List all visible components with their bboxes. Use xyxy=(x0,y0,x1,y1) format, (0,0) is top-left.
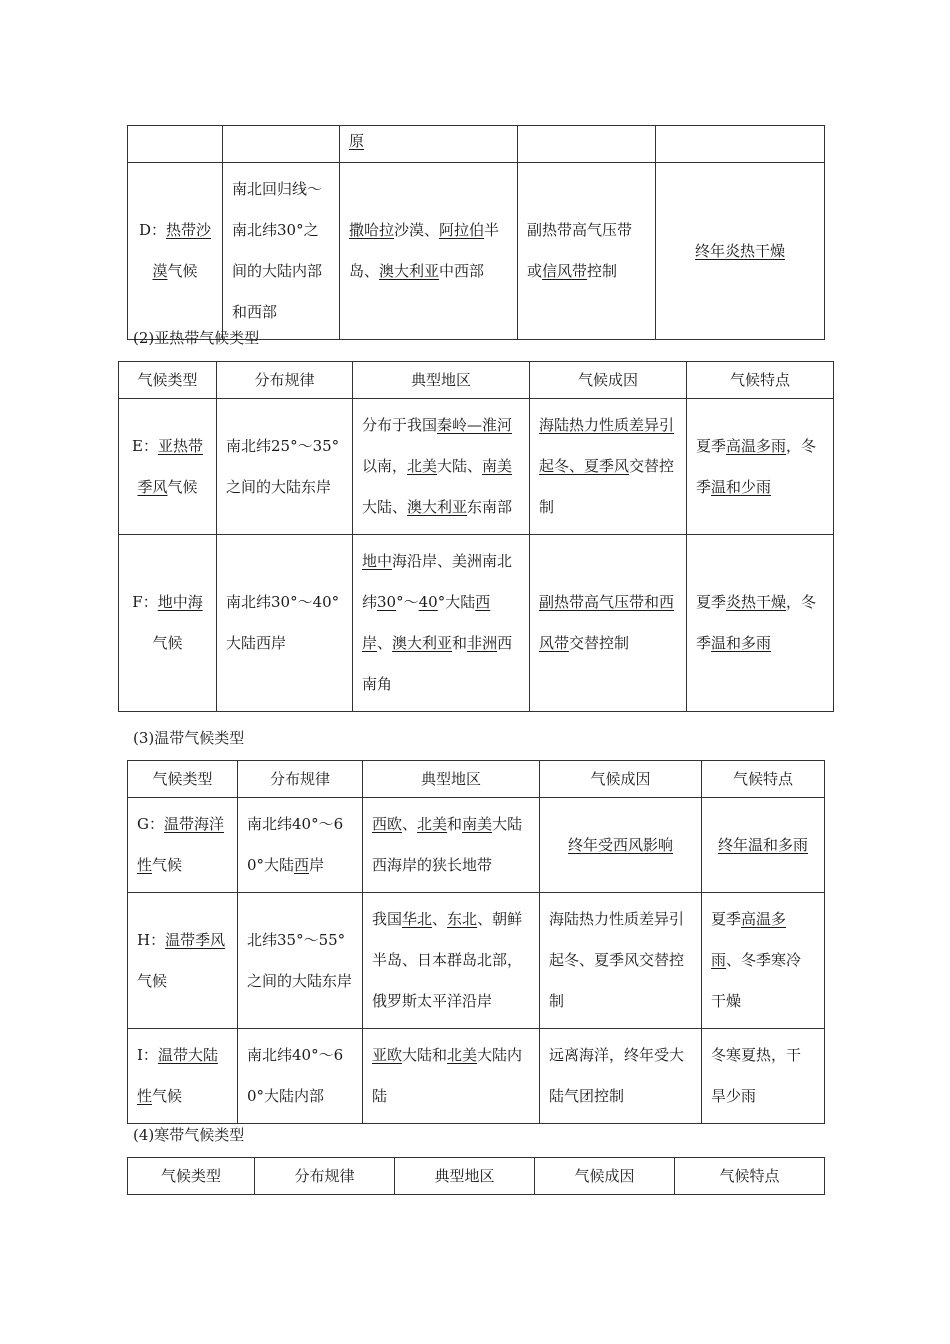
cause-cell xyxy=(540,1029,702,1124)
cell-text: 交替控制 xyxy=(539,457,675,516)
distribution-cell xyxy=(238,1029,363,1124)
header-climate-type: 气候类型 xyxy=(128,761,238,798)
cell-text: G： xyxy=(137,815,164,833)
cell-text: 夏季 xyxy=(696,593,727,611)
cause-cell xyxy=(540,893,702,1029)
cell-text: °大陆 xyxy=(437,593,476,611)
underlined-answer: 海陆热力性质差异引起冬、夏季风 xyxy=(539,416,675,475)
header-feature: 气候特点 xyxy=(687,362,834,399)
cell-text: 大陆内陆 xyxy=(372,1046,523,1105)
table-row xyxy=(128,163,825,340)
climate-type-cell xyxy=(128,893,238,1029)
underlined-answer: 南美 xyxy=(482,457,513,475)
underlined-answer: 西岸 xyxy=(362,593,491,652)
cell-text: 、 xyxy=(432,910,448,928)
cell-text: 气候 xyxy=(152,1087,183,1105)
table-cell xyxy=(656,126,825,163)
cell-text: 气候 xyxy=(167,477,198,496)
cell-text: 北纬35°～55°之间的大陆东岸 xyxy=(247,930,353,990)
underlined-answer: 温带大陆性 xyxy=(137,1046,218,1105)
header-regions: 典型地区 xyxy=(363,761,540,798)
cell-text: 大陆和 xyxy=(402,1046,448,1064)
cell-text: 我国 xyxy=(372,910,403,928)
underlined-answer: 亚欧 xyxy=(372,1046,403,1064)
region-cell xyxy=(353,399,530,535)
table-row xyxy=(119,535,834,712)
climate-type-cell xyxy=(119,399,217,535)
cell-text: 大陆西海岸的狭长地带 xyxy=(372,815,523,874)
underlined-answer: 秦岭—淮河 xyxy=(437,416,513,434)
header-feature: 气候特点 xyxy=(675,1158,825,1195)
underlined-answer: 40 xyxy=(418,593,438,611)
underlined-answer: 非洲 xyxy=(467,634,498,652)
cell-text: 大陆、 xyxy=(362,498,408,516)
region-cell xyxy=(363,1029,540,1124)
cell-text: 和 xyxy=(447,815,463,833)
climate-type-cell xyxy=(128,798,238,893)
cell-text: 南北纬40°～60°大陆内部 xyxy=(247,1046,344,1105)
cell-text: 南北纬25°～35°之间的大陆东岸 xyxy=(226,436,340,496)
header-cause: 气候成因 xyxy=(540,761,702,798)
table-row xyxy=(128,798,825,893)
cell-text: 副热带高气压带或 xyxy=(527,221,633,280)
cell-text: 以南， xyxy=(362,457,408,475)
cause-cell xyxy=(518,163,656,340)
header-cause: 气候成因 xyxy=(530,362,687,399)
underlined-answer: 温带季风 xyxy=(165,930,226,949)
table-row xyxy=(119,399,834,535)
cause-cell xyxy=(530,399,687,535)
underlined-answer: 撒哈拉 xyxy=(349,221,395,239)
table-cell xyxy=(223,126,340,163)
temperate-climate-table xyxy=(127,760,825,1124)
header-distribution: 分布规律 xyxy=(255,1158,395,1195)
cell-text: 岸 xyxy=(309,856,325,874)
underlined-answer: 北美 xyxy=(407,457,438,475)
header-climate-type: 气候类型 xyxy=(119,362,217,399)
table-header-row xyxy=(128,761,825,798)
underlined-answer: 地中海 xyxy=(157,593,203,611)
underlined-answer: 地中 xyxy=(362,552,393,570)
cell-text: 、冬季寒冷干燥 xyxy=(711,951,802,1010)
underlined-answer: 澳大利亚 xyxy=(392,634,453,652)
underlined-answer: 澳大利亚 xyxy=(407,498,468,516)
cell-text: H： xyxy=(137,930,166,949)
table-cell xyxy=(340,126,518,163)
cell-text: 气候 xyxy=(137,971,168,990)
table-row xyxy=(128,893,825,1029)
cell-text: I： xyxy=(137,1046,158,1064)
cell-text: 气候 xyxy=(152,856,183,874)
cell-text: °～ xyxy=(396,593,419,611)
header-regions: 典型地区 xyxy=(395,1158,535,1195)
distribution-cell xyxy=(238,893,363,1029)
feature-cell xyxy=(656,163,825,340)
table-header-row xyxy=(119,362,834,399)
region-cell xyxy=(340,163,518,340)
cell-text: 中西部 xyxy=(439,262,485,280)
cell-text: 沙漠、 xyxy=(394,221,440,239)
cell-text: 、 xyxy=(377,634,393,652)
region-cell xyxy=(363,893,540,1029)
table-cell xyxy=(518,126,656,163)
region-cell xyxy=(353,535,530,712)
table-header-row xyxy=(128,1158,825,1195)
underlined-answer: 西 xyxy=(294,856,310,874)
cell-text: 和 xyxy=(452,634,468,652)
feature-cell xyxy=(687,399,834,535)
underlined-answer: 终年受西风影响 xyxy=(567,835,673,854)
section-caption-temperate: (3)温带气候类型 xyxy=(133,729,245,747)
underlined-answer: 30 xyxy=(377,593,397,611)
cause-cell xyxy=(540,798,702,893)
underlined-answer: 南美 xyxy=(462,815,493,833)
header-regions: 典型地区 xyxy=(353,362,530,399)
underlined-answer: 副热带高气压带和西风带 xyxy=(539,593,675,652)
feature-cell xyxy=(702,798,825,893)
cell-text: 南北纬40°～60°大陆 xyxy=(247,815,344,874)
cell-text: 西南角 xyxy=(362,634,513,693)
underlined-answer: 温和少雨 xyxy=(711,477,772,496)
cell-text: 南北回归线～南北纬30°之间的大陆内部和西部 xyxy=(232,180,323,321)
feature-cell xyxy=(702,893,825,1029)
table-cell xyxy=(128,126,223,163)
cell-text: 气候 xyxy=(152,634,183,652)
cell-text: 远离海洋，终年受大陆气团控制 xyxy=(549,1046,685,1105)
cell-text: 东南部 xyxy=(467,498,513,516)
table-row xyxy=(128,1029,825,1124)
underlined-answer: 高温多雨 xyxy=(711,910,787,969)
header-feature: 气候特点 xyxy=(702,761,825,798)
cold-climate-table xyxy=(127,1157,825,1195)
cell-text: F： xyxy=(132,593,158,611)
cell-text: ，冬季 xyxy=(696,436,817,496)
underlined-answer: 阿拉伯 xyxy=(439,221,485,239)
underlined-answer: 热带沙漠 xyxy=(152,221,212,280)
cell-text: ，冬季 xyxy=(696,593,817,652)
underlined-answer: 信风带 xyxy=(542,262,588,280)
cell-text: 大陆、 xyxy=(437,457,483,475)
cell-text: 气候 xyxy=(167,262,198,280)
header-cause: 气候成因 xyxy=(535,1158,675,1195)
header-climate-type: 气候类型 xyxy=(128,1158,255,1195)
cell-text: 交替控制 xyxy=(569,634,630,652)
climate-type-cell xyxy=(128,163,223,340)
underlined-answer: 华北 xyxy=(402,910,433,928)
feature-cell xyxy=(687,535,834,712)
distribution-cell xyxy=(217,535,353,712)
region-cell xyxy=(363,798,540,893)
header-distribution: 分布规律 xyxy=(217,362,353,399)
underlined-answer: 北美 xyxy=(447,1046,478,1064)
underlined-answer: 高温多雨 xyxy=(726,436,787,455)
section-caption-subtropical: (2)亚热带气候类型 xyxy=(133,329,260,347)
subtropical-climate-table xyxy=(118,361,834,712)
table-row xyxy=(128,126,825,163)
cell-text: D： xyxy=(138,221,166,239)
underlined-answer: 温和多雨 xyxy=(711,634,772,652)
distribution-cell xyxy=(223,163,340,340)
underlined-answer: 亚热带季风 xyxy=(137,436,203,496)
climate-type-cell xyxy=(119,535,217,712)
section-caption-cold: (4)寒带气候类型 xyxy=(133,1126,245,1144)
underlined-answer: 澳大利亚 xyxy=(379,262,440,280)
climate-type-cell xyxy=(128,1029,238,1124)
underlined-answer: 北美 xyxy=(417,815,448,833)
cell-text: 、朝鲜半岛、日本群岛北部，俄罗斯太平洋沿岸 xyxy=(372,910,523,1010)
cell-text: 冬寒夏热，干旱少雨 xyxy=(711,1046,802,1105)
cell-text: E： xyxy=(132,436,158,455)
cell-text: 夏季 xyxy=(711,910,742,928)
underlined-answer: 温带海洋性 xyxy=(137,815,224,874)
cell-text: 海陆热力性质差异引起冬、夏季风交替控制 xyxy=(549,910,685,1010)
cell-text: 半岛、 xyxy=(349,221,500,280)
underlined-answer: 炎热干燥 xyxy=(726,593,787,611)
header-distribution: 分布规律 xyxy=(238,761,363,798)
underlined-answer: 东北 xyxy=(447,910,478,928)
cell-text: 、 xyxy=(402,815,418,833)
feature-cell xyxy=(702,1029,825,1124)
region-text-continued: 原 xyxy=(349,132,365,150)
underlined-answer: 终年炎热干燥 xyxy=(694,241,785,260)
cell-text: 南北纬30°～40°大陆西岸 xyxy=(226,593,340,652)
underlined-answer: 西欧 xyxy=(372,815,403,833)
cell-text: 分布于我国 xyxy=(362,416,438,434)
tropical-table-continued xyxy=(127,125,825,340)
distribution-cell xyxy=(217,399,353,535)
cell-text: 海沿岸、美洲南北纬 xyxy=(362,552,513,611)
distribution-cell xyxy=(238,798,363,893)
underlined-answer: 终年温和多雨 xyxy=(717,835,808,854)
cause-cell xyxy=(530,535,687,712)
cell-text: 夏季 xyxy=(696,436,727,455)
cell-text: 控制 xyxy=(587,262,618,280)
